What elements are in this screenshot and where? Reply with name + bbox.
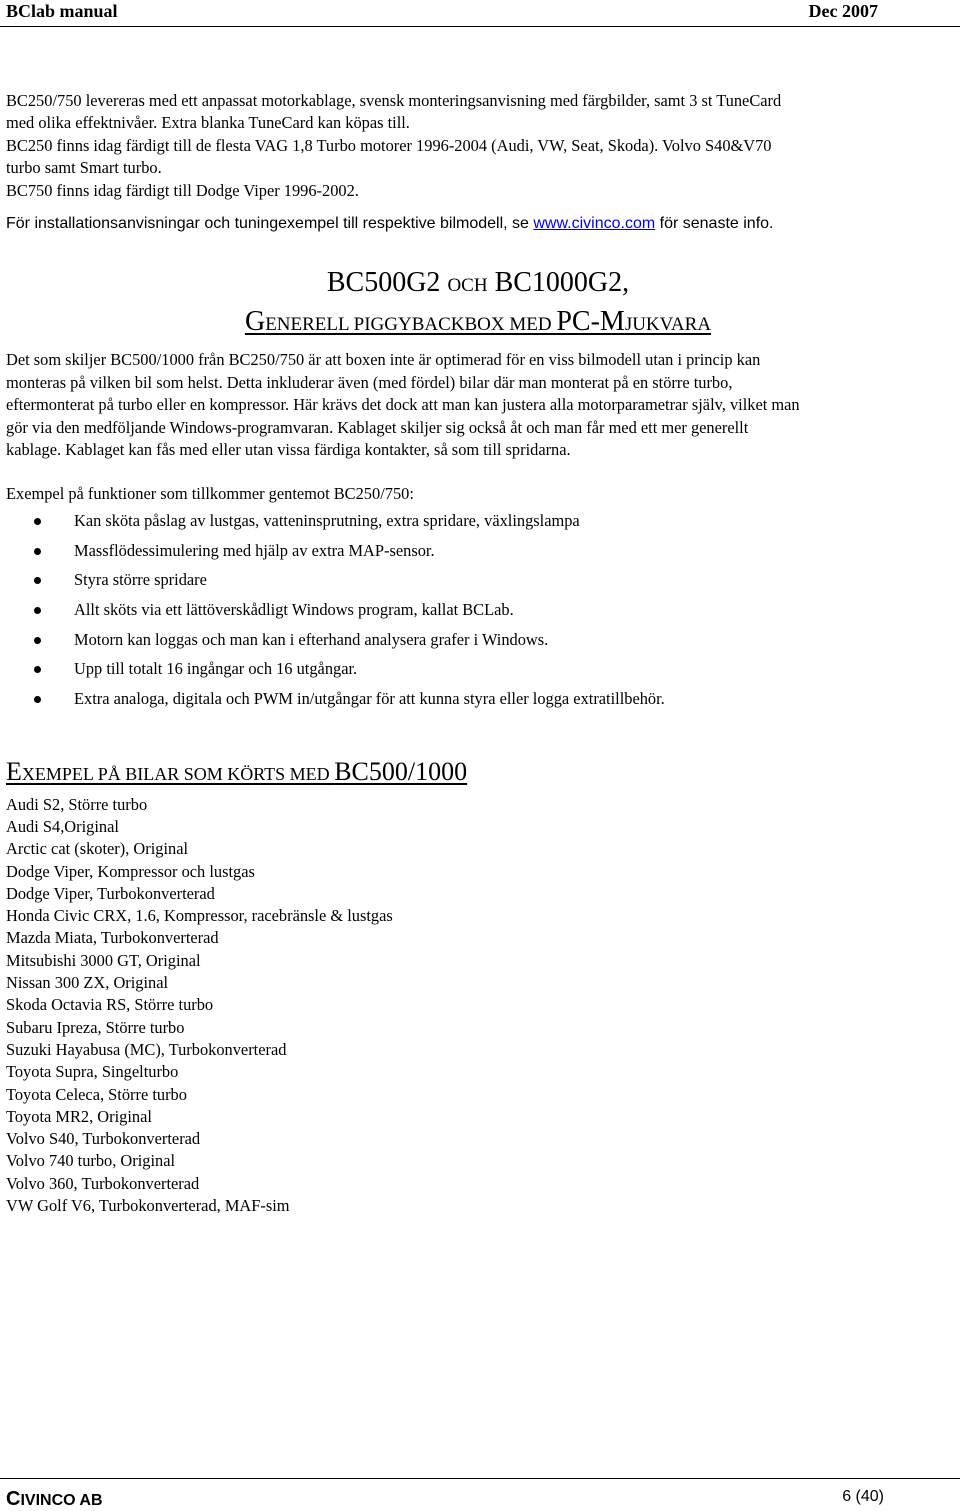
feature-list: [6, 510, 950, 718]
list-item: Subaru Ipreza, Större turbo: [6, 1017, 185, 1037]
bullet-icon: [34, 548, 41, 555]
title-part: E: [6, 756, 22, 786]
title-part: PC-M: [556, 306, 625, 338]
info-text: För installationsanvisningar och tuningexempel till respektive bilmodell, se: [6, 215, 534, 233]
list-item: Skoda Octavia RS, Större turbo: [6, 995, 214, 1015]
section-title-bc500: [6, 265, 950, 343]
feature-text: Motorn kan loggas och man kan i efterhand analysera grafer i Windows.: [74, 629, 549, 649]
list-item: [6, 510, 950, 540]
bullet-icon: [34, 637, 41, 644]
bullet-icon: [34, 577, 41, 584]
company-name: IVINCO AB: [20, 1492, 103, 1509]
list-item: Volvo 740 turbo, Original: [6, 1151, 176, 1171]
intro-line: turbo samt Smart turbo.: [6, 158, 162, 178]
feature-text: Extra analoga, digitala och PWM in/utgångar för att kunna styra eller logga extratillbehör.: [74, 689, 665, 708]
title-part: XEMPEL PÅ BILAR SOM KÖRTS MED: [21, 763, 335, 784]
list-item: VW Golf V6, Turbokonverterad, MAF-sim: [6, 1196, 290, 1216]
section-title-line1: [6, 265, 950, 304]
title-part: OCH: [447, 275, 488, 297]
intro-line: med olika effektnivåer. Extra blanka TuneCard kan köpas till.: [6, 113, 410, 133]
page-footer: [0, 1478, 960, 1509]
title-part: BC500G2: [326, 267, 448, 299]
list-item: [6, 629, 950, 659]
footer-rule: [0, 1478, 960, 1479]
car-list: [6, 794, 950, 1218]
list-item: Toyota Celeca, Större turbo: [6, 1084, 187, 1104]
list-item: Dodge Viper, Kompressor och lustgas: [6, 861, 255, 881]
title-part: G: [244, 306, 266, 338]
list-item: Toyota MR2, Original: [6, 1106, 152, 1126]
title-part: BC1000G2,: [487, 267, 630, 299]
bullet-icon: [34, 518, 41, 525]
feature-text: Upp till totalt 16 ingångar och 16 utgångar.: [74, 659, 358, 679]
list-item: Mazda Miata, Turbokonverterad: [6, 928, 219, 948]
section-body: [6, 349, 950, 461]
body-line: kablage. Kablaget kan fås med eller utan vissa färdiga kontakter, så som till spridarna.: [6, 440, 571, 460]
civinco-link[interactable]: www.civinco.com: [533, 215, 656, 233]
header-rule: [0, 26, 960, 27]
body-line: gör via den medföljande Windows-programvaran. Kablaget skiljer sig också åt och man får med ett mer generellt: [6, 417, 749, 437]
body-line: monteras på vilken bil som helst. Detta inkluderar även (med fördel) bilar där man monterat på en större turbo,: [6, 372, 733, 392]
feature-text: Styra större spridare: [74, 570, 207, 590]
list-item: Volvo S40, Turbokonverterad: [6, 1129, 201, 1149]
section-title-line2: [6, 304, 950, 343]
list-item: Honda Civic CRX, 1.6, Kompressor, racebränsle & lustgas: [6, 906, 393, 926]
company-initial: C: [6, 1488, 21, 1510]
body-line: Det som skiljer BC500/1000 från BC250/750 är att boxen inte är optimerad för en viss bilmodell utan i princip kan: [6, 350, 761, 370]
bullet-icon: [34, 607, 41, 614]
list-item: Arctic cat (skoter), Original: [6, 839, 189, 859]
intro-line: BC250 finns idag färdigt till de flesta VAG 1,8 Turbo motorer 1996-2004 (Audi, VW, Seat, Skoda). Volvo S40&V70: [6, 135, 772, 155]
list-item: Nissan 300 ZX, Original: [6, 973, 169, 993]
list-item: [6, 599, 950, 629]
intro-line: BC250/750 levereras med ett anpassat motorkablage, svensk monteringsanvisning med färgbilder, samt 3 st TuneCard: [6, 91, 782, 110]
feature-text: Allt sköts via ett lättöverskådligt Windows program, kallat BCLab.: [74, 599, 514, 619]
document-body: [6, 90, 950, 1217]
page-number: 6 (40): [842, 1488, 884, 1505]
list-item: [6, 658, 950, 688]
list-item: Dodge Viper, Turbokonverterad: [6, 883, 215, 903]
info-text-end: för senaste info.: [655, 215, 774, 233]
title-part: JUKVARA: [624, 314, 712, 336]
title-part: BC500/1000: [334, 756, 468, 786]
list-item: Audi S2, Större turbo: [6, 794, 148, 814]
list-item: Audi S4,Original: [6, 816, 119, 836]
list-item: Toyota Supra, Singelturbo: [6, 1062, 179, 1082]
title-part: ENERELL PIGGYBACKBOX MED: [265, 314, 557, 336]
features-intro: Exempel på funktioner som tillkommer gentemot BC250/750:: [6, 484, 414, 504]
body-line: eftermonterat på turbo eller en kompressor. Här krävs det dock att man kan justera alla motorparametrar själv, vilket man: [6, 395, 800, 415]
list-item: Volvo 360, Turbokonverterad: [6, 1173, 200, 1193]
feature-text: Massflödessimulering med hjälp av extra MAP-sensor.: [74, 540, 435, 560]
footer-company: [6, 1488, 103, 1511]
bullet-icon: [34, 666, 41, 673]
feature-text: Kan sköta påslag av lustgas, vatteninsprutning, extra spridare, växlingslampa: [74, 510, 580, 530]
list-item: Suzuki Hayabusa (MC), Turbokonverterad: [6, 1039, 287, 1059]
info-paragraph: [6, 213, 950, 235]
list-item: Mitsubishi 3000 GT, Original: [6, 950, 201, 970]
list-item: [6, 569, 950, 599]
list-item: [6, 688, 950, 718]
list-item: [6, 540, 950, 570]
bullet-icon: [34, 696, 41, 703]
intro-line: BC750 finns idag färdigt till Dodge Viper 1996-2002.: [6, 180, 359, 200]
header-title: BClab manual: [6, 1, 118, 21]
header-date: Dec 2007: [808, 1, 878, 21]
section-title-examples: [6, 756, 950, 790]
page-header: [0, 0, 960, 24]
